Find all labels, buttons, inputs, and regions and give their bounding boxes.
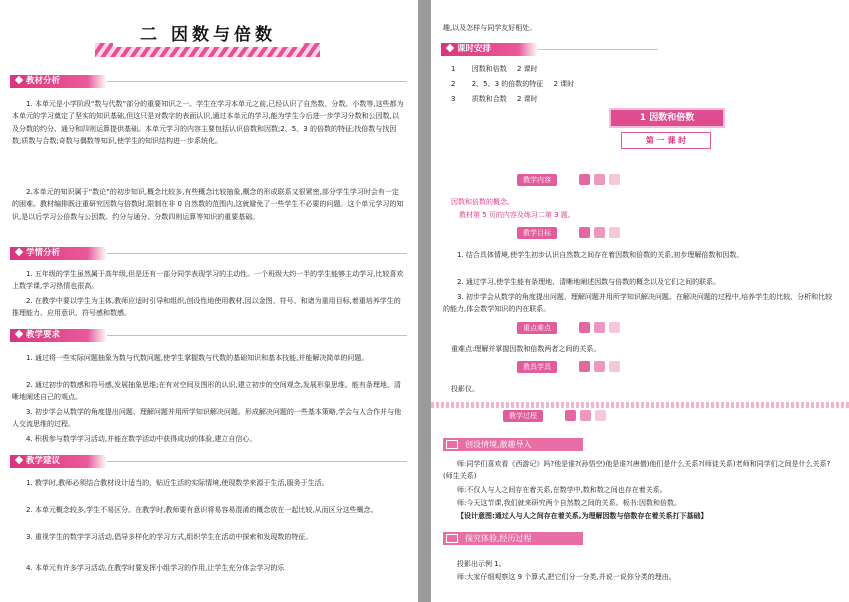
analysis-para-1: 1. 本单元是小学阶段“数与代数”部分的重要知识之一。学生在学习本单元之前,已经认识了自然数、分数、小数等,这些都为本单元的学习奠定了坚实的知识基础,但这只是对数字的表面认识,通过本单元的学习,能为学生今后进一步学习分数和公因数,以及分数的约分、通分和四则运算提供基础。本单元学习的内容主要包括认识倍数和因数;2、5、3 的倍数的特征;找倍数与找因数;质数与合数;奇数与偶数等知识,使学生的知识结构进一步系统化。 bbox=[12, 100, 404, 146]
deco-square bbox=[594, 174, 605, 185]
deco-square bbox=[609, 227, 620, 238]
section-heading-learners: 学情分析 bbox=[10, 247, 107, 260]
content-line-2: 教材第 5 页的内容及练习二第 3 题。 bbox=[459, 211, 575, 219]
schedule-row-1 bbox=[451, 63, 841, 75]
requirements-para-1: 1. 通过将一些实际问题抽象为数与代数问题,使学生掌握数与代数的基础知识和基本技能,并能解决简单的问题。 bbox=[26, 354, 369, 362]
suggestions-para-3: 3. 重视学生的数学学习活动,倡导多样化的学习方式,组织学生在活动中探索和发现数的特征。 bbox=[26, 533, 313, 541]
step1-line-3: 师:今天这节课,我们就来研究两个自然数之间的关系。板书:因数和倍数。 bbox=[457, 499, 681, 507]
deco-square bbox=[579, 361, 590, 372]
goal-label: 教学目标 bbox=[517, 227, 557, 239]
schedule-no: 2 bbox=[451, 80, 456, 88]
requirements-para-3: 3. 初步学会从数学的角度提出问题、理解问题并用所学知识解决问题。形成解决问题的一些基本策略,学会与人合作并与他人交流思维的过程。 bbox=[12, 408, 402, 429]
goal-1: 1. 结合具体情境,使学生初步认识自然数之间存在着因数和倍数的关系,初步理解倍数和因数。 bbox=[457, 251, 744, 259]
step2-bar bbox=[443, 532, 583, 545]
learners-para-1: 1. 五年级的学生虽然属于高年级,但是还有一部分同学表现学习的主动性。一个班级大约一半的学生能够主动学习,比较喜欢上数学课,学习热情也很高。 bbox=[12, 270, 404, 291]
schedule-topic: 2、5、3 的倍数的特征 bbox=[471, 80, 544, 88]
schedule-topic: 质数和合数 bbox=[471, 95, 507, 103]
schedule-no: 1 bbox=[451, 65, 456, 73]
step-box-icon bbox=[446, 440, 458, 449]
deco-square bbox=[579, 227, 590, 238]
deco-square bbox=[565, 410, 576, 421]
tools-text: 投影仪。 bbox=[451, 385, 479, 393]
deco-square bbox=[579, 322, 590, 333]
left-page bbox=[0, 0, 418, 602]
step2-line-1: 投影出示例 1。 bbox=[457, 560, 506, 568]
lesson-title: 1 因数和倍数 bbox=[609, 108, 725, 128]
step1-line-2: 师:不仅人与人之间存在着关系,在数学中,数和数之间也存在着关系。 bbox=[457, 486, 667, 494]
deco-square bbox=[580, 410, 591, 421]
deco-square bbox=[609, 361, 620, 372]
step1-label: 创设情境,激趣导入 bbox=[465, 440, 532, 449]
section-heading-suggestions: 教学建议 bbox=[10, 455, 107, 468]
requirements-para-2: 2. 通过初步的数感和符号感,发展抽象思维;在有对空间及图形的认识,建立初步的空间观念,发展形象思维。能有条理地、清晰地阐述自己的观点。 bbox=[12, 381, 401, 402]
step2-line-2: 师:大家仔细观察这 9 个算式,把它们分一分类,并说一说你分类的理由。 bbox=[457, 573, 676, 581]
content-line-1: 因数和倍数的概念。 bbox=[451, 198, 514, 206]
deco-square bbox=[579, 174, 590, 185]
step2-label: 探究体验,经历过程 bbox=[465, 534, 532, 543]
continuation-text: 趣,以及怎样与同学友好相处。 bbox=[443, 24, 537, 32]
suggestions-para-4: 4. 本单元有许多学习活动,在教学时要发挥小组学习的作用,让学生充分体会学习的乐 bbox=[26, 564, 285, 572]
deco-square bbox=[609, 174, 620, 185]
section-heading-analysis: 教材分析 bbox=[10, 75, 107, 88]
requirements-para-4: 4. 积极参与数学学习活动,并能在数学活动中获得成功的体验,建立自信心。 bbox=[26, 435, 257, 443]
section-heading-requirements: 教学要求 bbox=[10, 329, 107, 342]
step1-line-1: 师:同学们喜欢看《西游记》吗?他是谁?(孙悟空)他是谁?(唐僧)他们是什么关系?(师徒关系)老师和同学们之间是什么关系?(师生关系) bbox=[443, 460, 831, 481]
deco-square bbox=[594, 322, 605, 333]
schedule-hours: 2 课时 bbox=[553, 80, 575, 88]
chapter-title: 二 因数与倍数 bbox=[113, 23, 303, 47]
process-label: 教学过程 bbox=[503, 410, 543, 422]
schedule-no: 3 bbox=[451, 95, 456, 103]
deco-square bbox=[595, 410, 606, 421]
key-label: 重点难点 bbox=[517, 322, 557, 334]
learners-para-2: 2. 在教学中要以学生为主体,教师应适时引导和组织,创设性地使用教材,因以金图、符号、和诸为重用目标,着重培养学生的推理能力、应用意识、符号感和数感。 bbox=[12, 297, 401, 318]
goal-3: 3. 初步学会从数学的角度提出问题、理解问题并用所学知识解决问题。在解决问题的过程中,培养学生的比较、分析和比较的能力,体会数学知识的内在联系。 bbox=[443, 293, 833, 314]
section-heading-schedule: 课时安排 bbox=[441, 43, 538, 56]
right-page bbox=[431, 0, 849, 602]
chapter-title-banner bbox=[95, 23, 320, 59]
step1-design-note: 【设计意图:通过人与人之间存在着关系,为理解因数与倍数存在着关系打下基础】 bbox=[457, 512, 708, 520]
lesson-subtitle: 第 一 课 时 bbox=[621, 132, 711, 149]
schedule-row-3 bbox=[451, 93, 841, 105]
tools-label: 教具学具 bbox=[517, 361, 557, 373]
deco-square bbox=[594, 361, 605, 372]
page-gutter bbox=[418, 0, 431, 602]
key-text: 重难点:理解并掌握因数和倍数两者之间的关系。 bbox=[451, 345, 601, 353]
analysis-para-2: 2.本单元的知识属于“数论”的初步知识,概念比较多,有些概念比较抽象,概念的形成联系又很紧密,部分学生学习时会有一定的困难。教材编排既注重研究因数与倍数时,限制在非 0 自然数的范围内,这就避免了一些学生不必要的问题。这个单元学习的知识,是以后学习公倍数与公因数、约分与通分、分数四则运算等知识的重要基础。 bbox=[12, 188, 404, 221]
goal-2: 2. 通过学习,使学生能有条理地、清晰地阐述因数与倍数的概念以及它们之间的联系。 bbox=[457, 278, 721, 286]
section-divider bbox=[431, 402, 849, 408]
schedule-hours: 2 课时 bbox=[516, 65, 538, 73]
deco-square bbox=[594, 227, 605, 238]
schedule-topic: 因数和倍数 bbox=[471, 65, 507, 73]
schedule-row-2 bbox=[451, 78, 841, 90]
suggestions-para-2: 2. 本单元概念较多,学生不易区分。在教学时,教师要有意识将易容易混淆的概念放在一起比较,从而区分这些概念。 bbox=[26, 506, 378, 514]
deco-square bbox=[609, 322, 620, 333]
schedule-hours: 2 课时 bbox=[516, 95, 538, 103]
step-box-icon bbox=[446, 534, 458, 543]
content-label: 教学内容 bbox=[517, 174, 557, 186]
suggestions-para-1: 1. 教学时,教师必须结合教材设计适当的、贴近生活的实际情境,使现数学来源于生活,服务于生活。 bbox=[26, 479, 329, 487]
step1-bar bbox=[443, 438, 583, 451]
